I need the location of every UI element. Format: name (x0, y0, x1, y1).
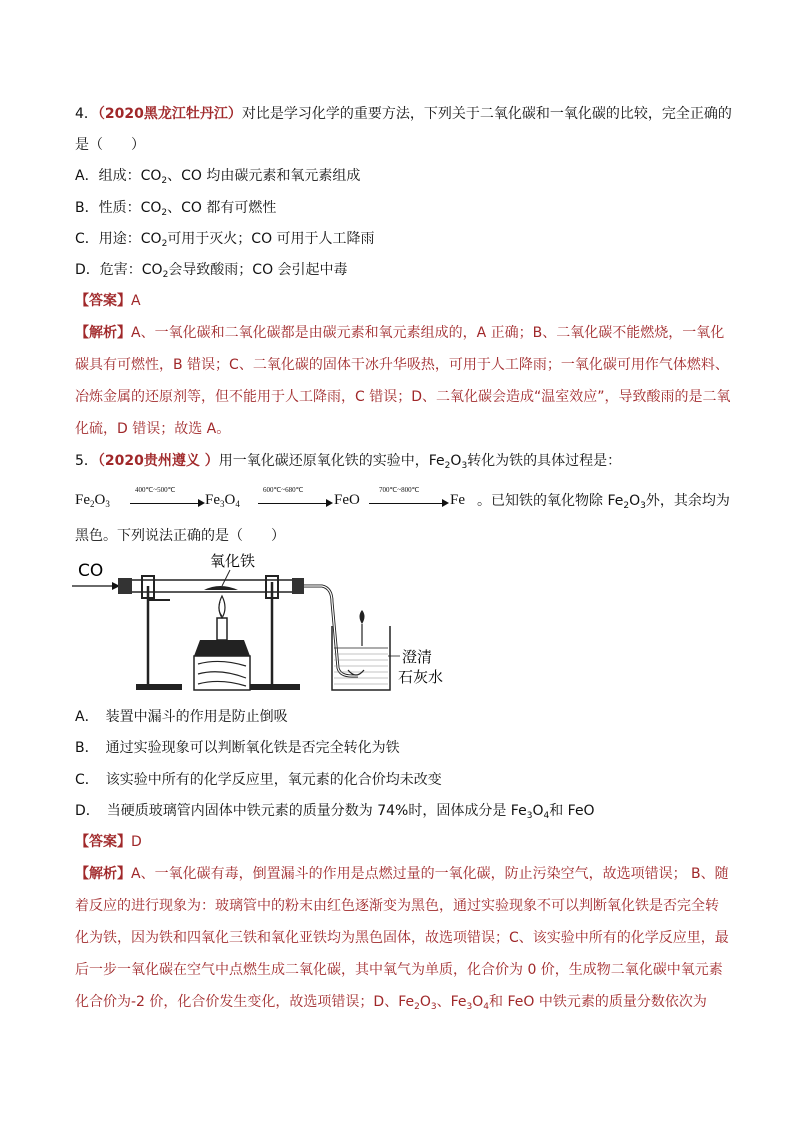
q4-option-a: A．组成：$CO_2$、CO 均由碳元素和氧元素组成 (75, 168, 361, 186)
fe2o3-powder (204, 586, 238, 590)
fe2o3-label: 氧化铁 (210, 552, 256, 570)
q5-analysis-line2: 着反应的进行现象为：玻璃管中的粉末由红色逐渐变为黑色，通过实验现象不可以判断氧化铁是否完全转 (75, 898, 719, 914)
q5-analysis-line4: 后一步一氧化碳在空气中点燃生成二氧化碳，其中氧气为单质，化合价为 0 价，生成物二氧化碳中氧元素 (75, 962, 723, 978)
q5-option-a: A． 装置中漏斗的作用是防止倒吸 (75, 709, 288, 725)
arrow-2-head (326, 499, 333, 507)
arrow-3-condition: 700℃~800℃ (379, 486, 420, 494)
q5-stem-line3: 黑色。下列说法正确的是（ ） (75, 528, 285, 544)
q4-analysis-line4: 化硫，D 错误；故选 A。 (75, 421, 231, 437)
flame (219, 596, 225, 618)
answer-value: D (131, 834, 142, 850)
apparatus-figure (70, 552, 470, 697)
limewater-label-1: 澄清 (402, 648, 433, 666)
arrow-1-condition: 400℃~500℃ (135, 486, 176, 494)
q5-analysis-line1: 【解析】A、一氧化碳有毒，倒置漏斗的作用是点燃过量的一氧化碳，防止污染空气，故选项错误； B、随 (75, 866, 729, 882)
beaker (332, 626, 390, 690)
species-fe: Fe (450, 492, 465, 508)
q5-option-c: C． 该实验中所有的化学反应里，氧元素的化合价均未改变 (75, 772, 442, 788)
q4-option-b: B．性质：$CO_2$、CO 都有可燃性 (75, 200, 277, 218)
q5-answer (75, 832, 142, 852)
species-fe2o3: $Fe_2O_3$ (75, 492, 110, 509)
limewater-label-2: 石灰水 (398, 668, 444, 686)
arrow-2 (258, 503, 328, 504)
burner-lamp (194, 640, 250, 656)
q5-analysis-line3: 化为铁，因为铁和四氧化三铁和氧化亚铁均为黑色固体，故选项错误；C、该实验中所有的化学反应里，最 (75, 930, 729, 946)
q4-number: 4． (75, 106, 98, 122)
outlet-tube (304, 586, 358, 676)
reaction-sequence (75, 486, 735, 516)
q5-stem-line1: 5．（2020贵州遵义 ）用一氧化碳还原氧化铁的实验中，$Fe_2O_3$转化为铁的具体过程是： (75, 453, 622, 471)
q5-option-b: B． 通过实验现象可以判断氧化铁是否完全转化为铁 (75, 740, 400, 756)
stand-base-right (250, 684, 300, 690)
q4-option-c: C．用途：$CO_2$可用于灭火；CO 可用于人工降雨 (75, 231, 375, 249)
q5-option-d: D． 当硬质玻璃管内固体中铁元素的质量分数为 74%时，固体成分是 $Fe_3O_4$和 FeO (75, 803, 595, 821)
species-fe3o4: $Fe_3O_4$ (205, 492, 240, 509)
answer-label: 【答案】 (75, 834, 131, 850)
q4-answer (75, 291, 141, 311)
outlet-flame (360, 610, 365, 624)
arrow-1-head (198, 499, 205, 507)
q4-stem-line1: 4．（2020黑龙江牡丹江）对比是学习化学的重要方法，下列关于二氧化碳和一氧化碳的比较，完全正确的 (75, 106, 732, 122)
q4-stem-line2: 是（ ） (75, 137, 145, 153)
q5-number: 5． (75, 453, 98, 469)
q4-option-d: D．危害：$CO_2$会导致酸雨；CO 会引起中毒 (75, 262, 348, 280)
stand-base-left (136, 684, 182, 690)
arrow-3-head (442, 499, 449, 507)
arrow-1 (130, 503, 200, 504)
species-feo: FeO (334, 492, 360, 508)
q4-analysis-line2: 碳具有可燃性，B 错误；C、二氧化碳的固体干冰升华吸热，可用于人工降雨；一氧化碳可用作气体燃料、 (75, 357, 729, 373)
analysis-label: 【解析】 (75, 866, 131, 882)
arrow-2-condition: 600℃~680℃ (263, 486, 304, 494)
analysis-label: 【解析】 (75, 325, 131, 341)
answer-label: 【答案】 (75, 293, 131, 309)
co-label: CO (78, 561, 104, 581)
q4-analysis-line1: 【解析】A、一氧化碳和二氧化碳都是由碳元素和氧元素组成的，A 正确；B、二氧化碳不能燃烧，一氧化 (75, 325, 725, 341)
eq-tail-text: 。已知铁的氧化物除 $Fe_2O_3$外，其余均为 (477, 493, 730, 511)
q4-analysis-line3: 冶炼金属的还原剂等，但不能用于人工降雨，C 错误；D、二氧化碳会造成“温室效应”，导致酸雨的是二氧 (75, 389, 731, 405)
q4-source: （2020黑龙江牡丹江） (97, 106, 242, 122)
q5-source: （2020贵州遵义 ） (97, 453, 219, 469)
burner-neck (217, 618, 227, 640)
answer-value: A (131, 293, 141, 309)
q5-analysis-line5: 化合价为-2 价，化合价发生变化，故选项错误；D、$Fe_2O_3$、$Fe_3O_4$和 FeO 中铁元素的质量分数依次为 (75, 994, 707, 1012)
arrow-3 (369, 503, 444, 504)
